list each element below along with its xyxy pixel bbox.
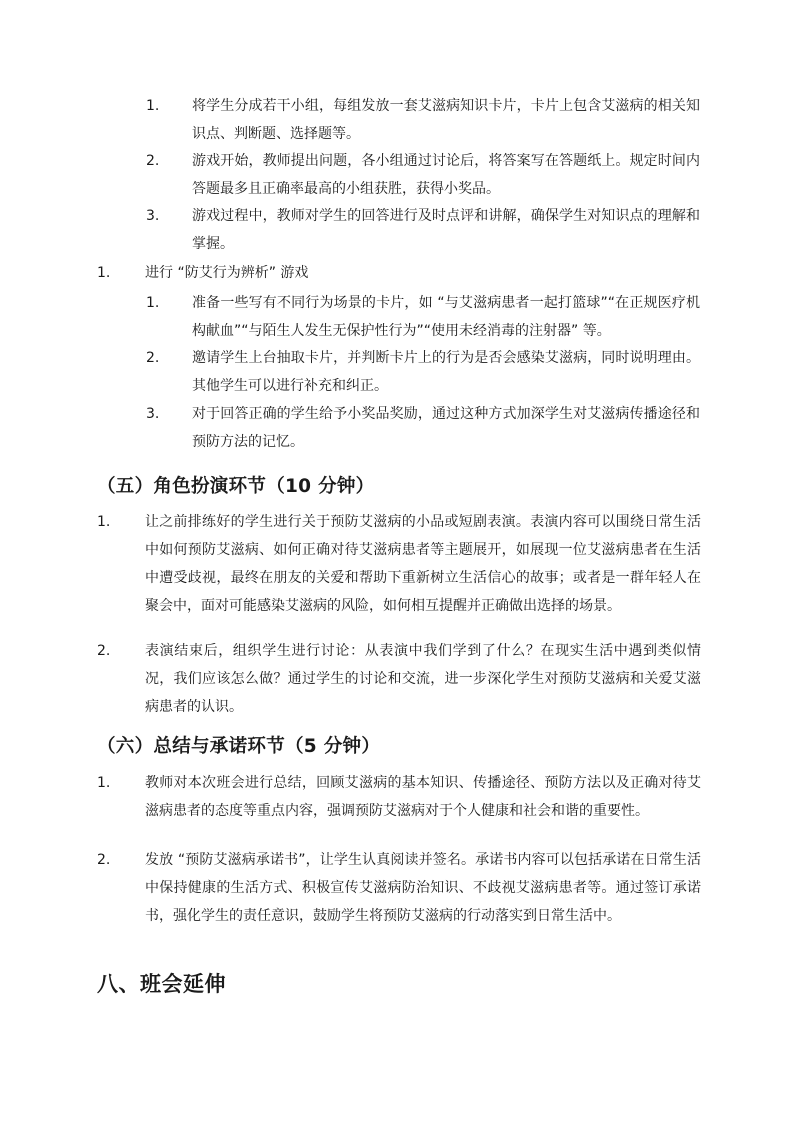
chapter-heading: 八、班会延伸: [97, 972, 226, 996]
list-text: 教师对本次班会进行总结，回顾艾滋病的基本知识、传播途径、预防方法以及正确对待艾滋病患者的态度等重点内容，强调预防艾滋病对于个人健康和社会和谐的重要性。: [145, 775, 701, 819]
section-heading: （五）角色扮演环节（10 分钟）: [97, 476, 375, 497]
list-text: 邀请学生上台抽取卡片，并判断卡片上的行为是否会感染艾滋病，同时说明理由。其他学生可以进行补充和纠正。: [192, 350, 700, 394]
list-text: 进行 “防艾行为辨析” 游戏: [145, 265, 309, 281]
list-text: 表演结束后，组织学生进行讨论：从表演中我们学到了什么？在现实生活中遇到类似情况，我们应该怎么做？通过学生的讨论和交流，进一步深化学生对预防艾滋病和关爱艾滋病患者的认识。: [145, 643, 701, 715]
list-number: 1.: [146, 295, 160, 311]
list-number: 2.: [97, 852, 111, 868]
list-number: 2.: [97, 643, 111, 659]
list-number: 2.: [146, 153, 160, 169]
list-number: 1.: [97, 775, 111, 791]
list-text: 对于回答正确的学生给予小奖品奖励，通过这种方式加深学生对艾滋病传播途径和预防方法的记忆。: [192, 406, 700, 450]
list-number: 3.: [146, 208, 160, 224]
list-number: 3.: [146, 406, 160, 422]
list-text: 准备一些写有不同行为场景的卡片，如 “与艾滋病患者一起打篮球”“在正规医疗机构献血”“与陌生人发生无保护性行为”“使用未经消毒的注射器” 等。: [192, 295, 700, 339]
list-number: 1.: [97, 265, 111, 281]
list-number: 1.: [97, 514, 111, 530]
list-text: 将学生分成若干小组，每组发放一套艾滋病知识卡片，卡片上包含艾滋病的相关知识点、判断题、选择题等。: [192, 98, 700, 142]
list-text: 让之前排练好的学生进行关于预防艾滋病的小品或短剧表演。表演内容可以围绕日常生活中如何预防艾滋病、如何正确对待艾滋病患者等主题展开，如展现一位艾滋病患者在生活中遭受歧视，最终在朋友的关爱和帮助下重新树立生活信心的故事；或者是一群年轻人在聚会中，面对可能感染艾滋病的风险，如何相互提醒并正确做出选择的场景。: [145, 514, 701, 614]
list-number: 2.: [146, 350, 160, 366]
list-text: 游戏过程中，教师对学生的回答进行及时点评和讲解，确保学生对知识点的理解和掌握。: [192, 208, 700, 252]
list-text: 发放 “预防艾滋病承诺书”，让学生认真阅读并签名。承诺书内容可以包括承诺在日常生活中保持健康的生活方式、积极宣传艾滋病防治知识、不歧视艾滋病患者等。通过签订承诺书，强化学生的责任意识，鼓励学生将预防艾滋病的行动落实到日常生活中。: [145, 852, 701, 924]
section-heading: （六）总结与承诺环节（5 分钟）: [97, 736, 381, 757]
list-text: 游戏开始，教师提出问题，各小组通过讨论后，将答案写在答题纸上。规定时间内答题最多且正确率最高的小组获胜，获得小奖品。: [192, 153, 700, 197]
list-number: 1.: [146, 98, 160, 114]
